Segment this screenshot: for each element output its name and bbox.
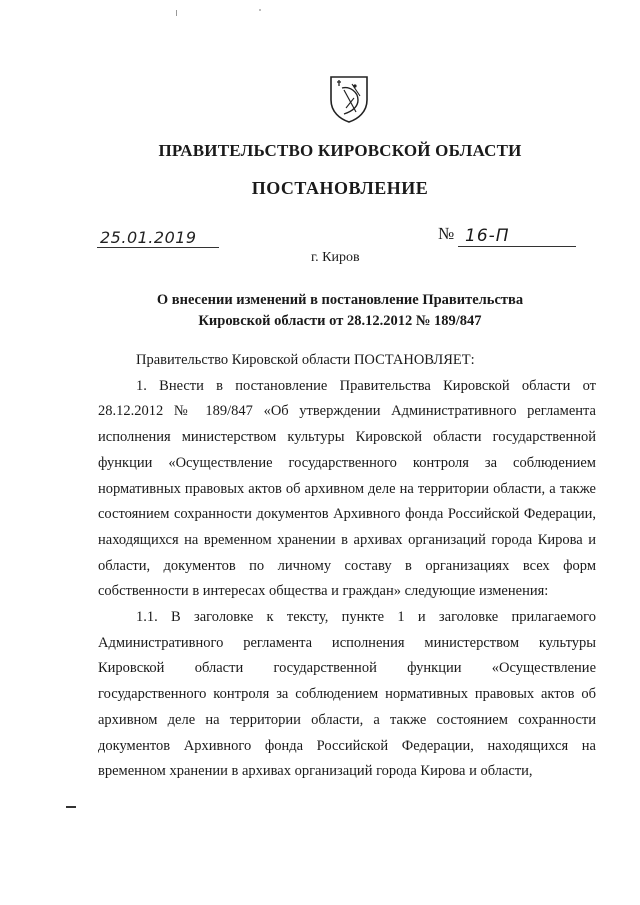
- document-subject: [120, 290, 560, 332]
- document-type-title: ПОСТАНОВЛЕНИЕ: [251, 178, 429, 198]
- document-body: [98, 348, 596, 785]
- body-paragraph: 1.1. В заголовке к тексту, пункте 1 и заголовке прилагаемого Административного регламента исполнения министерством культуры Кировской области государственной функции «Осуществление государственного контроля за соблюдением нормативных правовых актов об архивном деле на территории области, а также состоянием сохранности документов Архивного фонда Российской Федерации, находящихся на временном хранении в архивах организаций города Кирова и области,: [98, 609, 596, 780]
- margin-mark: [66, 806, 76, 808]
- document-date: 25.01.2019: [100, 228, 197, 247]
- date-underline: [97, 247, 219, 248]
- body-paragraph: Правительство Кировской области ПОСТАНОВЛЯЕТ:: [136, 352, 475, 368]
- number-sign: №: [438, 224, 455, 243]
- body-paragraph: 1. Внести в постановление Правительства Кировской области от 28.12.2012 № 189/847 «Об утверждении Административного регламента исполнения министерством культуры Кировской области государственной функции «Осуществление государственного контроля за соблюдением нормативных правовых актов об архивном деле на территории области, а также состоянием сохранности документов Архивного фонда Российской Федерации, находящихся на временном хранении в архивах организаций города Кирова и области, документов по личному составу в организациях всех форм собственности в интересах общества и граждан» следующие изменения:: [98, 377, 596, 600]
- number-underline: [458, 246, 576, 247]
- document-number: 16-П: [465, 226, 510, 246]
- subject-line-1: О внесении изменений в постановление Правительства: [156, 292, 524, 308]
- government-title: ПРАВИТЕЛЬСТВО КИРОВСКОЙ ОБЛАСТИ: [158, 141, 522, 160]
- coat-of-arms-icon: [328, 74, 370, 124]
- scan-artifact: [176, 10, 177, 16]
- scan-artifact: [259, 9, 261, 11]
- document-city: г. Киров: [311, 250, 360, 265]
- subject-line-2: Кировской области от 28.12.2012 № 189/847: [198, 313, 482, 329]
